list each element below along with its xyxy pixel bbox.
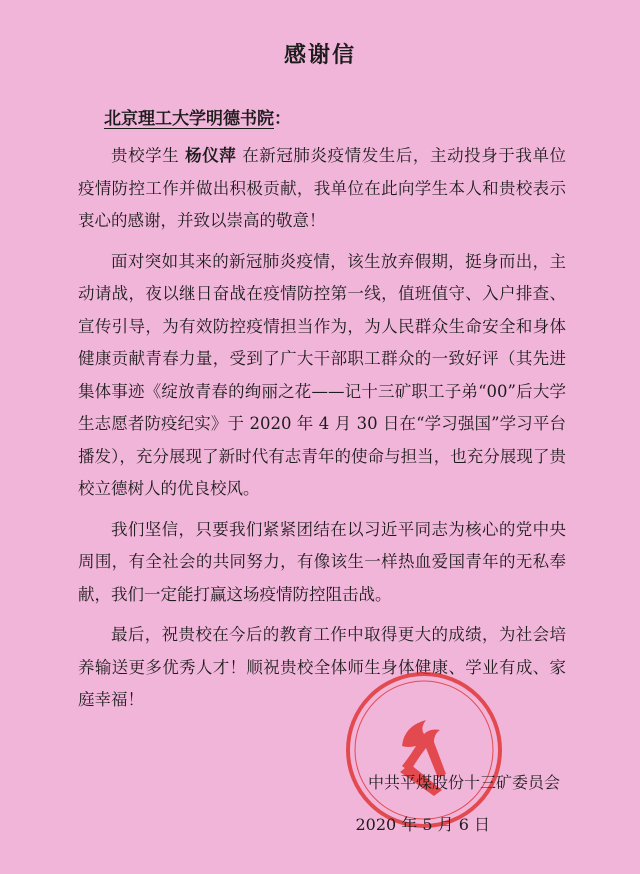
salutation-org: 北京理工大学明德书院: [104, 109, 274, 129]
salutation-colon: ：: [274, 109, 291, 129]
paragraph-3: 我们坚信，只要我们紧紧团结在以习近平同志为核心的党中央周围，有全社会的共同努力，有像该生一样热血爱国青年的无私奉献，我们一定能打赢这场疫情防控阻击战。: [78, 519, 566, 604]
paragraph-2: 面对突如其来的新冠肺炎疫情，该生放弃假期，挺身而出，主动请战，夜以继日奋战在疫情防控第一线，值班值守、入户排查、宣传引导，为有效防控疫情担当作为，为人民群众生命安全和身体健康贡献青春力量，受到了广大干部职工群众的一致好评（其先进集体事迹《绽放青春的绚丽之花——记十三矿职工子弟“00”后大学生志愿者防疫纪实》于 2020 年 4 月 30 日在“学习强国”学习平台播发），充分展现了新时代有志青年的使命与担当，也充分展现了贵校立德树人的优良校风。: [78, 251, 566, 498]
official-seal-icon: [342, 668, 506, 832]
paragraph-1: [78, 140, 566, 238]
letter-body: [78, 140, 566, 725]
paragraph-4: 最后，祝贵校在今后的教育工作中取得更大的成绩，为社会培养输送更多优秀人才！顺祝贵校全体师生身体健康、学业有成、家庭幸福！: [78, 625, 566, 709]
letter-date: 2020 年 5 月 6 日: [355, 815, 490, 834]
salutation: [104, 104, 291, 129]
letter-title: 感谢信: [283, 42, 356, 68]
signature: 中共平煤股份十三矿委员会: [367, 773, 560, 792]
p1-prefix: 贵校学生: [111, 146, 180, 165]
p1-rest: 在新冠肺炎疫情发生后，主动投身于我单位疫情防控工作并做出积极贡献，我单位在此向学生本人和贵校表示衷心的感谢，并致以崇高的敬意！: [78, 146, 567, 230]
student-name: 杨仪萍: [185, 146, 237, 165]
